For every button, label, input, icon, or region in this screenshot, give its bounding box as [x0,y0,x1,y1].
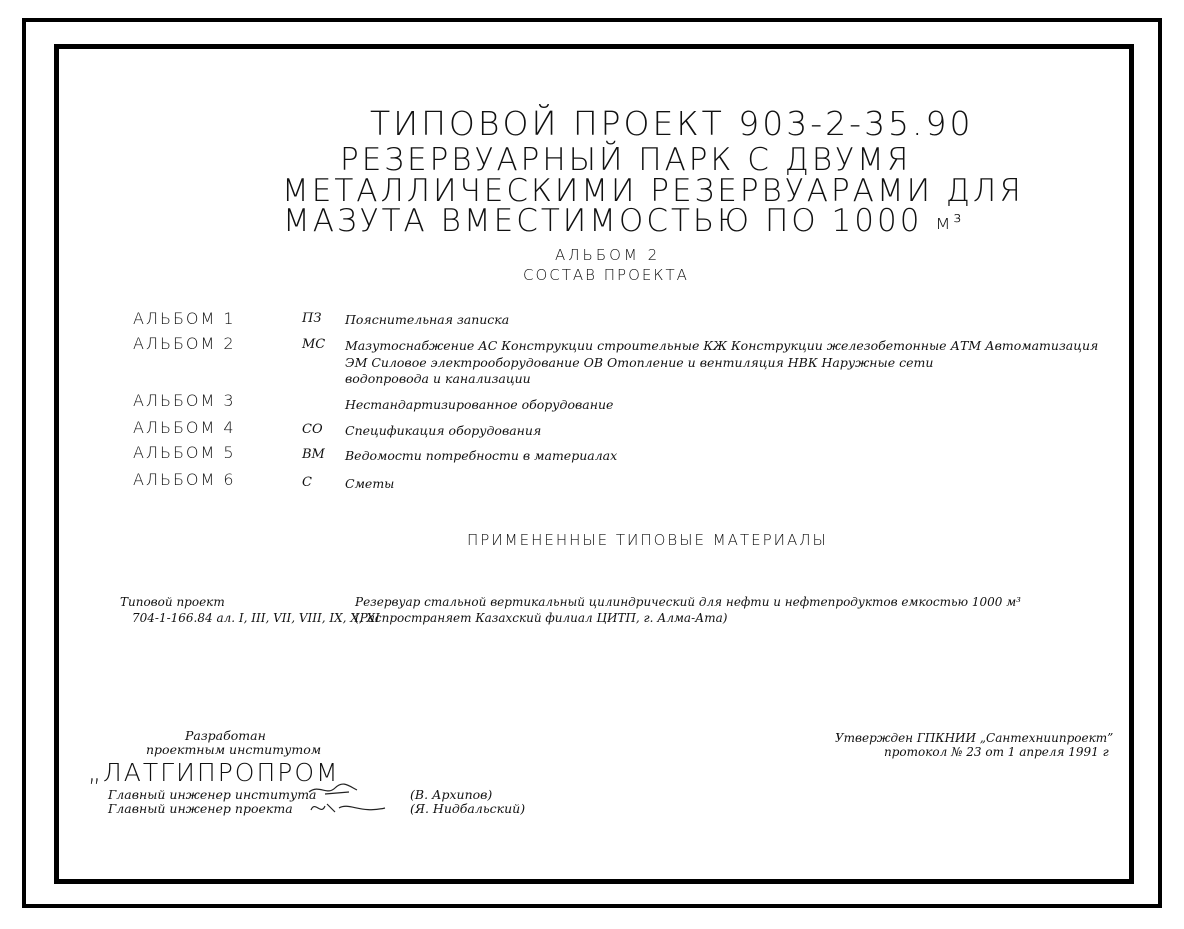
album-3-desc: Нестандартизированное оборудование [345,397,614,412]
album-6-code: С [302,475,312,490]
album-2-desc-line-3: водопровода и канализации [345,371,531,386]
unit-label: м³ [935,210,965,234]
album-5-label: АЛЬБОМ 5 [133,443,236,462]
composition-heading: СОСТАВ ПРОЕКТА [523,266,689,284]
title-line-4 [283,203,964,239]
album-5-desc: Ведомости потребности в материалах [345,448,618,463]
album-2-code: МС [302,337,326,352]
album-4-code: СО [302,422,323,437]
typical-project-code: 704-1-166.84 ал. I, III, VII, VIII, IX, X, XI [132,611,380,625]
title-line-4-text: МАЗУТА ВМЕСТИМОСТЬЮ ПО 1000 [283,203,923,239]
album-4-desc: Спецификация оборудования [345,423,542,438]
chief-engineer-project-name: (Я. Нидбальский) [410,801,526,816]
typical-project-desc-line-1: Резервуар стальной вертикальный цилиндрический для нефти и нефтепродуктов емкостью 1000 м³ [355,595,1021,609]
applied-materials-heading: ПРИМЕНЕННЫЕ ТИПОВЫЕ МАТЕРИАЛЫ [467,531,828,549]
protocol-label: протокол № 23 от 1 апреля 1991 г [884,745,1109,759]
album-6-label: АЛЬБОМ 6 [133,470,236,489]
typical-project-desc-line-2: (Распространяет Казахский филиал ЦИТП, г. Алма-Ата) [355,611,728,625]
signature-graphic [305,782,395,822]
album-1-code: ПЗ [302,311,322,326]
album-2-desc-line-1: Мазутоснабжение АС Конструкции строительные КЖ Конструкции железобетонные АТМ Автоматизация [345,338,1099,353]
typical-project-label: Типовой проект [120,595,225,609]
album-1-desc: Пояснительная записка [345,312,510,327]
project-number-title: ТИПОВОЙ ПРОЕКТ 903-2-35.90 [370,104,974,143]
title-line-3: МЕТАЛЛИЧЕСКИМИ РЕЗЕРВУАРАМИ ДЛЯ [282,173,1024,209]
approved-by-label: Утвержден ГПКНИИ „Сантехниипроект” [835,731,1114,745]
album-5-code: ВМ [302,447,325,462]
album-2-desc-line-2: ЭМ Силовое электрооборудование ОВ Отопление и вентиляция НВК Наружные сети [345,355,934,370]
organization-name: „ЛАТГИПРОПРОМ [88,758,340,787]
chief-engineer-institute-label: Главный инженер института [108,787,317,802]
chief-engineer-institute-name: (В. Архипов) [410,787,493,802]
album-1-label: АЛЬБОМ 1 [133,309,236,328]
album-2-label: АЛЬБОМ 2 [133,334,236,353]
album-3-label: АЛЬБОМ 3 [133,391,236,410]
album-4-label: АЛЬБОМ 4 [133,418,236,437]
developed-label: Разработан [185,728,266,743]
album-heading: АЛЬБОМ 2 [555,246,661,264]
chief-engineer-project-label: Главный инженер проекта [108,801,293,816]
developed-by-label: проектным институтом [146,742,322,757]
album-6-desc: Сметы [345,476,395,491]
title-line-2: РЕЗЕРВУАРНЫЙ ПАРК С ДВУМЯ [340,142,912,178]
